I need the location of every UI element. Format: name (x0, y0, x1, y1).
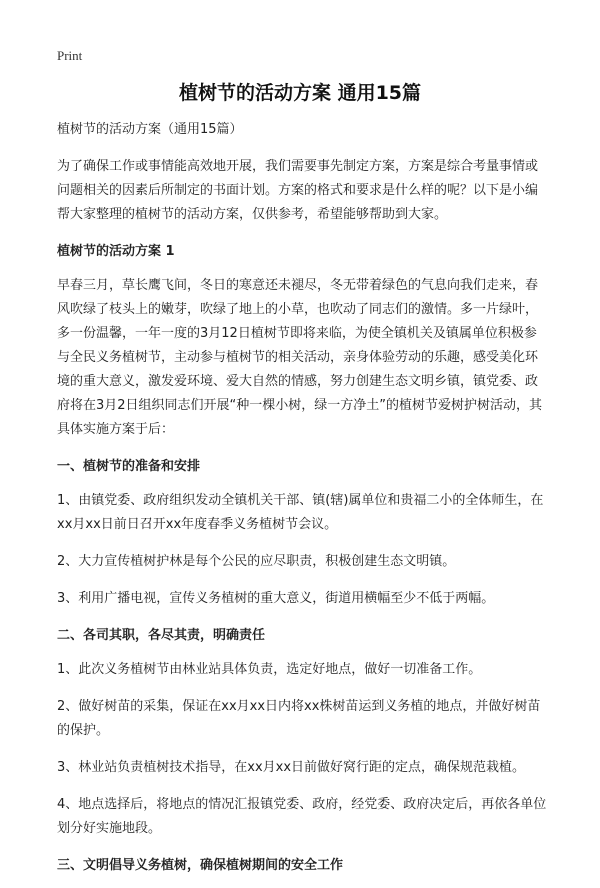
list-item: 2、大力宣传植树护林是每个公民的应尽职责，积极创建生态文明镇。 (57, 554, 456, 569)
part-heading: 二、各司其职，各尽其责，明确责任 (57, 628, 266, 643)
intro-paragraph: 为了确保工作或事情能高效地开展，我们需要事先制定方案，方案是综合考量事情或问题相关的因素后所制定的书面计划。方案的格式和要求是什么样的呢？以下是小编帮大家整理的植树节的活动方案，仅供参考，希望能够帮助到大家。 (57, 159, 539, 222)
document-subtitle: 植树节的活动方案（通用15篇） (57, 122, 243, 137)
list-item: 3、利用广播电视，宣传义务植树的重大意义，街道用横幅至少不低于两幅。 (57, 591, 495, 606)
list-item: 1、此次义务植树节由林业站具体负责，选定好地点，做好一切准备工作。 (57, 662, 482, 677)
part-heading: 三、文明倡导义务植树，确保植树期间的安全工作 (57, 858, 344, 873)
part-heading: 一、植树节的准备和安排 (57, 459, 201, 474)
list-item: 4、地点选择后，将地点的情况汇报镇党委、政府，经党委、政府决定后，再依各单位划分好实施地段。 (57, 797, 547, 836)
section-body-paragraph: 早春三月，草长鹰飞间，冬日的寒意还未褪尽，冬无带着绿色的气息向我们走来，春风吹绿了枝头上的嫩芽，吹绿了地上的小草，也吹动了同志们的激情。多一片绿叶，多一份温馨，一年一度的3月12日植树节即将来临，为使全镇机关及镇属单位积极参与全民义务植树节，主动参与植树节的相关活动，亲身体验劳动的乐趣，感受美化环境的重大意义，激发爱环境、爱大自然的情感，努力创建生态文明乡镇，镇党委、政府将在3月2日组织同志们开展“种一棵小树，绿一方净土”的植树节爱树护树活动，其具体实施方案于后： (57, 278, 543, 437)
section-heading: 植树节的活动方案 1 (57, 244, 175, 259)
list-item: 1、由镇党委、政府组织发动全镇机关干部、镇(辖)属单位和贵福二小的全体师生，在xx月xx日前日召开xx年度春季义务植树节会议。 (57, 493, 544, 532)
print-link[interactable]: Print (57, 48, 83, 63)
document-body (57, 118, 547, 888)
document-title: 植树节的活动方案 通用15篇 (178, 82, 422, 104)
list-item: 2、做好树苗的采集，保证在xx月xx日内将xx株树苗运到义务植的地点，并做好树苗的保护。 (57, 699, 541, 738)
list-item: 3、林业站负责植树技术指导，在xx月xx日前做好窝行距的定点，确保规范栽植。 (57, 760, 526, 775)
